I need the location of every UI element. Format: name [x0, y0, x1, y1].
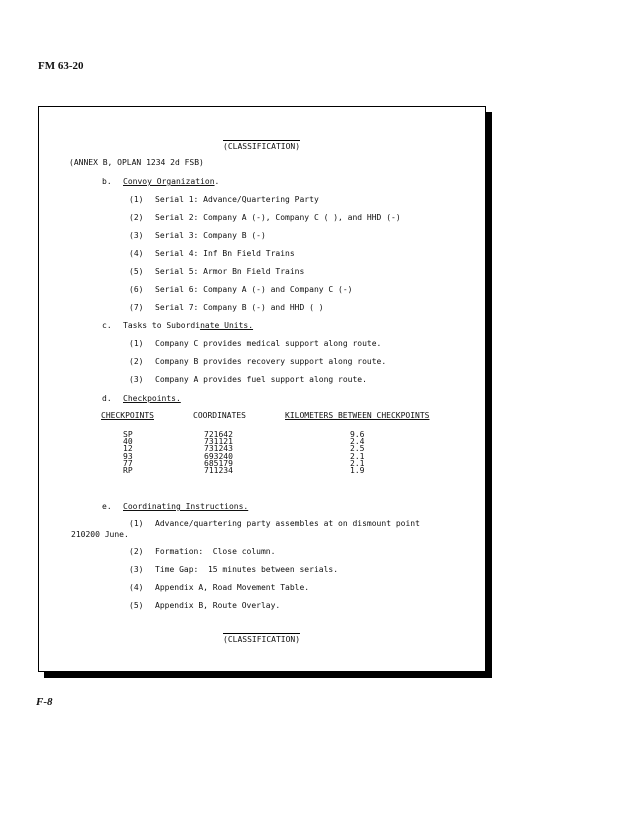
section-b-title-text: Convoy Organization [123, 177, 215, 186]
item-text: Serial 7: Company B (-) and HHD ( ) [155, 303, 324, 312]
section-c-letter: c. [102, 321, 112, 330]
item-number: (4) [129, 583, 144, 592]
col-header-coordinates: COORDINATES [193, 411, 246, 420]
checkpoint-cell: SP [123, 430, 133, 439]
item-text: Company A provides fuel support along route. [155, 375, 367, 384]
item-text: Serial 3: Company B (-) [155, 231, 266, 240]
section-b-title [123, 177, 219, 187]
kilometer-cell: 2.1 [350, 458, 365, 468]
checkpoints-column [123, 431, 133, 474]
item-text: Serial 4: Inf Bn Field Trains [155, 249, 295, 258]
item-text: Formation: Close column. [155, 547, 276, 556]
item-number: (6) [129, 285, 144, 294]
kilometer-cell: 2.4 [350, 437, 365, 447]
annex-line: (ANNEX B, OPLAN 1234 2d FSB) [69, 158, 204, 167]
item-number: (3) [129, 231, 144, 240]
document-frame [38, 106, 486, 672]
item-number: (1) [129, 339, 144, 348]
checkpoint-cell: RP [123, 466, 133, 476]
item-text: Serial 6: Company A (-) and Company C (-) [155, 285, 353, 294]
item-number: (4) [129, 249, 144, 258]
item-text: Company C provides medical support along route. [155, 339, 382, 348]
coordinate-cell: 731121 [204, 437, 233, 447]
item-number: (2) [129, 213, 144, 222]
checkpoint-cell: 40 [123, 437, 133, 447]
item-text: Serial 1: Advance/Quartering Party [155, 195, 319, 204]
kilometers-column [350, 431, 364, 474]
item-number: (1) [129, 519, 144, 528]
item-number: (7) [129, 303, 144, 312]
section-c-title-text: nate Units. [200, 321, 254, 330]
item-text: Advance/quartering party assembles at on dismount point [155, 519, 420, 528]
kilometer-cell: 1.9 [350, 466, 365, 476]
checkpoint-cell: 77 [123, 458, 133, 468]
kilometer-cell: 9.6 [350, 430, 365, 439]
coordinate-cell: 693240 [204, 451, 233, 461]
section-c-title-prefix: Tasks to Subordi [123, 321, 201, 330]
section-d-title: Checkpoints. [123, 394, 181, 403]
coordinate-cell: 731243 [204, 444, 233, 454]
section-e-title: Coordinating Instructions. [123, 502, 249, 511]
classification-bottom: (CLASSIFICATION) [223, 635, 301, 644]
page-number: F-8 [36, 696, 53, 708]
item-number: (5) [129, 267, 144, 276]
coordinate-cell: 685179 [204, 458, 233, 468]
item-number: (3) [129, 375, 144, 384]
item-text: Serial 5: Armor Bn Field Trains [155, 267, 305, 276]
coordinate-cell: 721642 [204, 430, 233, 439]
item-number: (1) [129, 195, 144, 204]
section-c-title [123, 321, 253, 331]
section-b-letter: b. [102, 177, 112, 186]
section-d-letter: d. [102, 394, 112, 403]
item-number: (2) [129, 547, 144, 556]
item-text: Serial 2: Company A (-), Company C ( ), and HHD (-) [155, 213, 401, 222]
coordinates-column [204, 431, 233, 474]
section-b-title-suffix: . [214, 177, 220, 186]
item-text: Company B provides recovery support along route. [155, 357, 387, 366]
item-text: Appendix B, Route Overlay. [155, 601, 281, 610]
item-text: Time Gap: 15 minutes between serials. [155, 565, 339, 574]
item-text: Appendix A, Road Movement Table. [155, 583, 310, 592]
classification-top: (CLASSIFICATION) [223, 142, 301, 151]
item-number: (5) [129, 601, 144, 610]
kilometer-cell: 2.5 [350, 444, 365, 454]
col-header-checkpoints: CHECKPOINTS [101, 411, 154, 420]
item-continuation: 210200 June. [71, 530, 129, 539]
section-e-letter: e. [102, 502, 112, 511]
coordinate-cell: 711234 [204, 466, 233, 476]
col-header-kilometers: KILOMETERS BETWEEN CHECKPOINTS [285, 411, 430, 420]
kilometer-cell: 2.1 [350, 451, 365, 461]
item-number: (3) [129, 565, 144, 574]
document-id: FM 63-20 [38, 60, 84, 72]
checkpoint-cell: 12 [123, 444, 133, 454]
item-number: (2) [129, 357, 144, 366]
checkpoint-cell: 93 [123, 451, 133, 461]
